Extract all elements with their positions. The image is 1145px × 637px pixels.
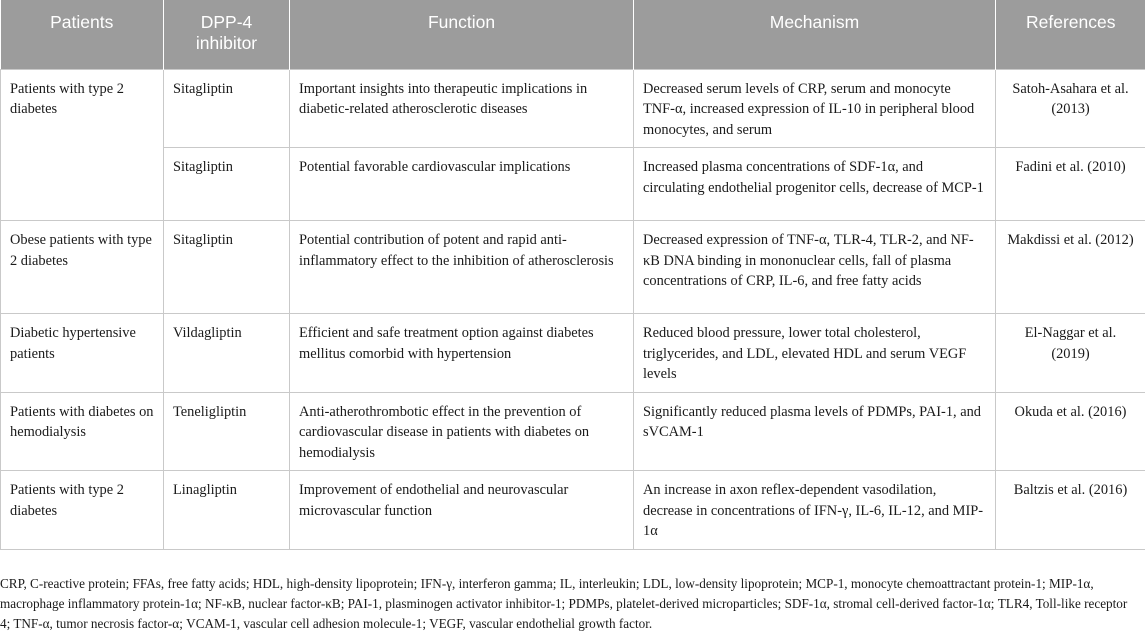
cell-reference: Makdissi et al. (2012) xyxy=(996,221,1145,314)
cell-inhibitor: Sitagliptin xyxy=(164,221,290,314)
table-row xyxy=(1,148,1145,221)
cell-mechanism: An increase in axon reflex-dependent vasodilation, decrease in concentrations of IFN-γ, IL-6, IL-12, and MIP-1α xyxy=(634,471,996,550)
cell-function: Important insights into therapeutic implications in diabetic-related atherosclerotic diseases xyxy=(290,69,634,148)
cell-function: Anti-atherothrombotic effect in the prevention of cardiovascular disease in patients with diabetes on hemodialysis xyxy=(290,392,634,471)
cell-mechanism: Reduced blood pressure, lower total cholesterol, triglycerides, and LDL, elevated HDL and serum VEGF levels xyxy=(634,314,996,393)
cell-reference: Okuda et al. (2016) xyxy=(996,392,1145,471)
cell-patients: Patients with type 2 diabetes xyxy=(1,69,164,221)
cell-inhibitor: Vildagliptin xyxy=(164,314,290,393)
table-row xyxy=(1,221,1145,314)
cell-function: Improvement of endothelial and neurovascular microvascular function xyxy=(290,471,634,550)
cell-mechanism: Significantly reduced plasma levels of PDMPs, PAI-1, and sVCAM-1 xyxy=(634,392,996,471)
cell-patients: Patients with type 2 diabetes xyxy=(1,471,164,550)
cell-inhibitor: Teneligliptin xyxy=(164,392,290,471)
cell-inhibitor: Sitagliptin xyxy=(164,69,290,148)
cell-function: Efficient and safe treatment option against diabetes mellitus comorbid with hypertension xyxy=(290,314,634,393)
cell-reference: Fadini et al. (2010) xyxy=(996,148,1145,221)
table-row xyxy=(1,314,1145,393)
cell-patients: Obese patients with type 2 diabetes xyxy=(1,221,164,314)
cell-function: Potential contribution of potent and rapid anti-inflammatory effect to the inhibition of atherosclerosis xyxy=(290,221,634,314)
header-mechanism: Mechanism xyxy=(634,0,996,69)
table-header-row xyxy=(1,0,1145,69)
cell-patients: Diabetic hypertensive patients xyxy=(1,314,164,393)
cell-mechanism: Increased plasma concentrations of SDF-1α, and circulating endothelial progenitor cells, decrease of MCP-1 xyxy=(634,148,996,221)
table-row xyxy=(1,392,1145,471)
cell-inhibitor: Sitagliptin xyxy=(164,148,290,221)
header-function: Function xyxy=(290,0,634,69)
header-dpp4-inhibitor: DPP-4 inhibitor xyxy=(164,0,290,69)
header-patients: Patients xyxy=(1,0,164,69)
cell-patients: Patients with diabetes on hemodialysis xyxy=(1,392,164,471)
cell-function: Potential favorable cardiovascular implications xyxy=(290,148,634,221)
cell-reference: Satoh-Asahara et al. (2013) xyxy=(996,69,1145,148)
table-row xyxy=(1,471,1145,550)
cell-inhibitor: Linagliptin xyxy=(164,471,290,550)
table-footnote: CRP, C-reactive protein; FFAs, free fatty acids; HDL, high-density lipoprotein; IFN-γ, interferon gamma; IL, interleukin; LDL, low-density lipoprotein; MCP-1, monocyte chemoattractant protein-1; MIP-1α, macrophage inflammatory protein-1α; NF-κB, nuclear factor-κB; PAI-1, plasminogen activator inhibitor-1; PDMPs, platelet-derived microparticles; SDF-1α, stromal cell-derived factor-1α; TLR4, Toll-like receptor 4; TNF-α, tumor necrosis factor-α; VCAM-1, vascular cell adhesion molecule-1; VEGF, vascular endothelial growth factor. xyxy=(0,576,1128,631)
table-row xyxy=(1,69,1145,148)
cell-reference: El-Naggar et al. (2019) xyxy=(996,314,1145,393)
cell-mechanism: Decreased serum levels of CRP, serum and monocyte TNF-α, increased expression of IL-10 in peripheral blood monocytes, and serum xyxy=(634,69,996,148)
cell-mechanism: Decreased expression of TNF-α, TLR-4, TLR-2, and NF-κB DNA binding in mononuclear cells, fall of plasma concentrations of CRP, IL-6, and free fatty acids xyxy=(634,221,996,314)
cell-reference: Baltzis et al. (2016) xyxy=(996,471,1145,550)
header-references: References xyxy=(996,0,1145,69)
